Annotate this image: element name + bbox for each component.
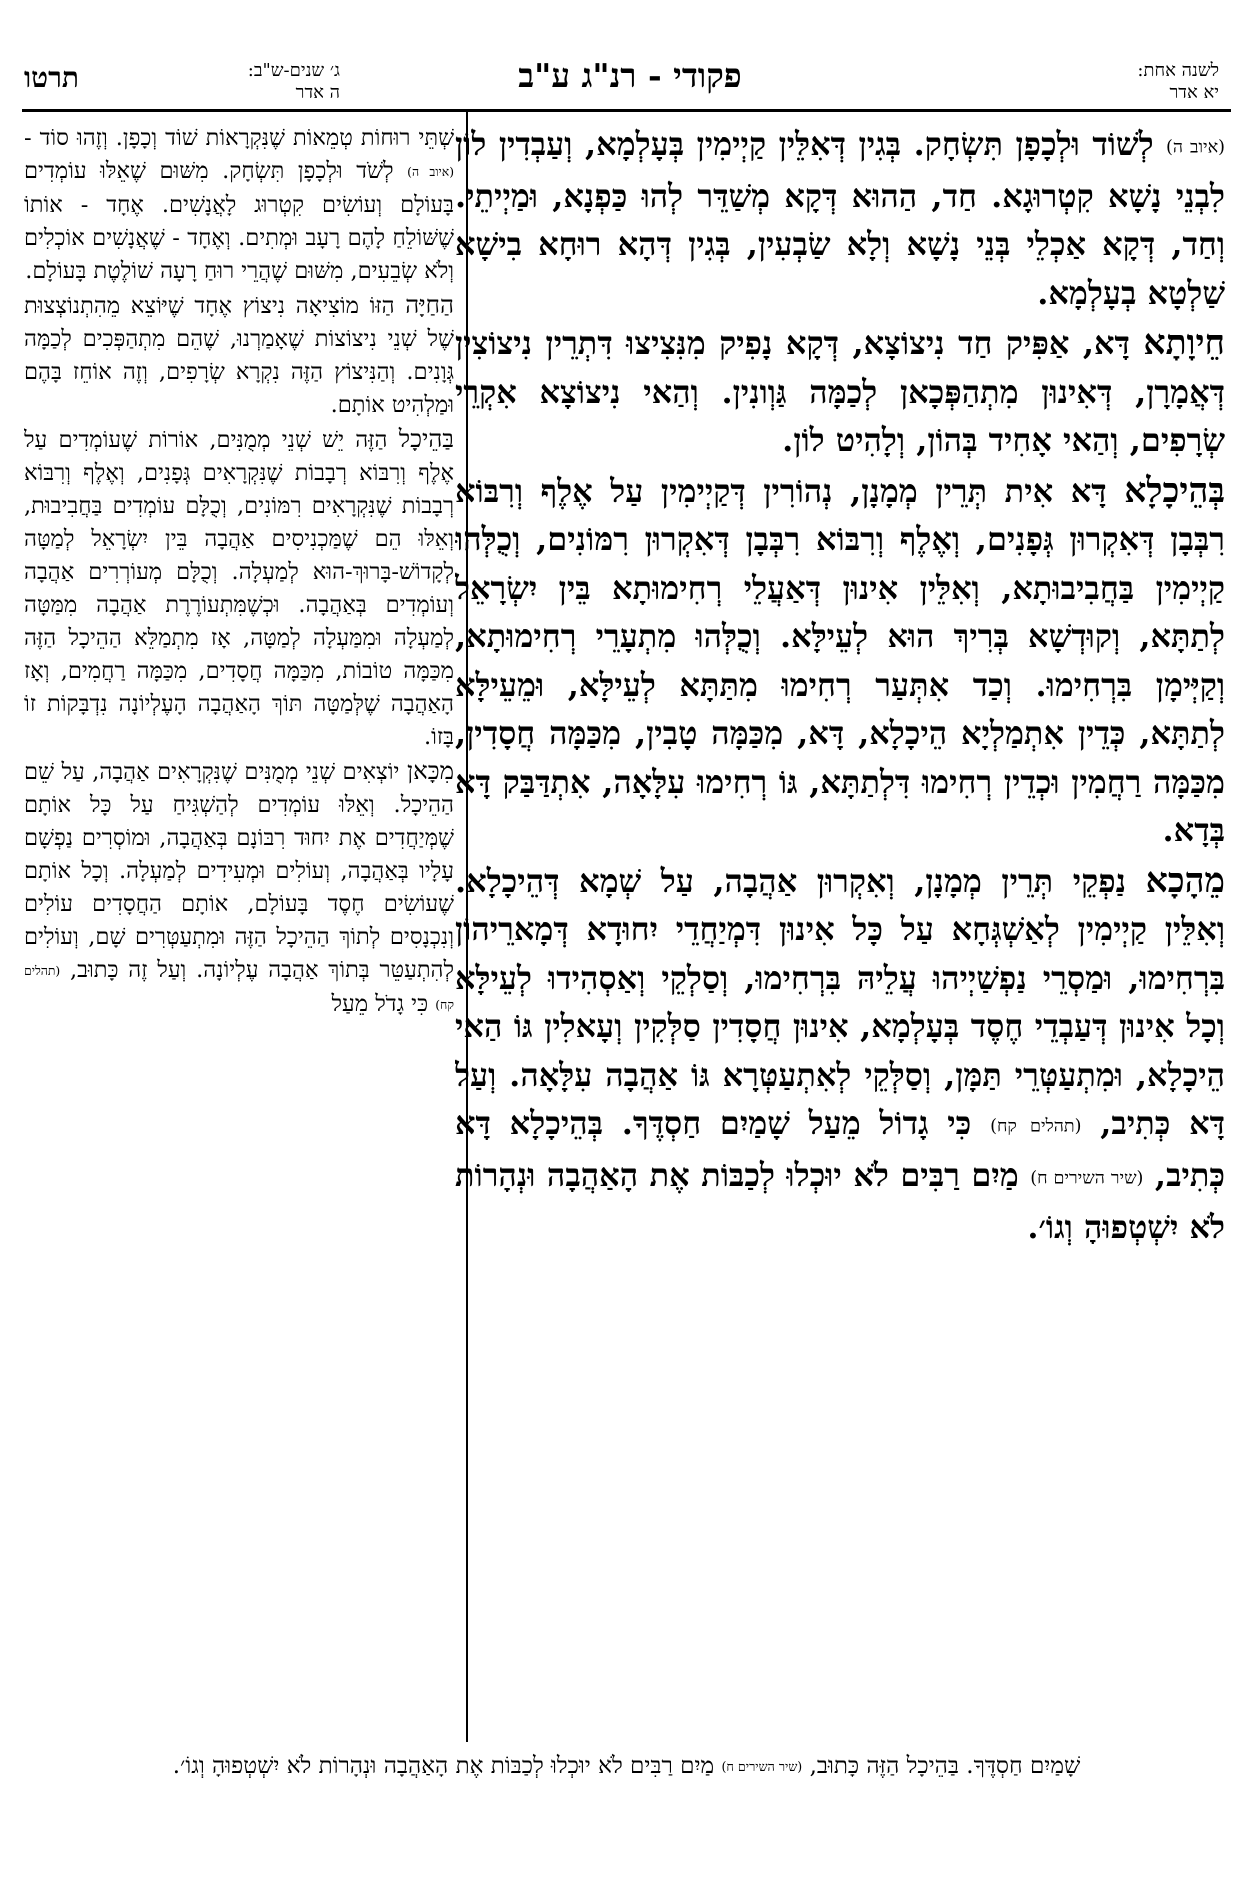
source-reference: (תהלים קח) [24,964,454,1013]
lead-word: הַחַיָּה [405,290,454,320]
translation-paragraph [24,122,454,288]
lead-word: מִכָּאן [406,756,454,786]
paragraph-text: יוֹצְאִים שְׁנֵי מְמֻנִּים שֶׁנִּקְרָאִים אַהֲבָה, עַל שֵׁם הַהֵיכָל. וְאֵלּוּ עוֹמְדִים לְהַשְׁגִּיחַ עַל כָּל אוֹתָם שֶׁמְּיַחֲדִים אֶת יִחוּד רִבּוֹנָם בְּאַהֲבָה, וּמוֹסְרִים נַפְשָׁם עָלָיו בְּאַהֲבָה, וְעוֹלִים וּמְעִידִים לְמַעְלָה. וְכָל אוֹתָם שֶׁעוֹשִׂים חֶסֶד בָּעוֹלָם, אוֹתָם הַחֲסָדִים עוֹלִים וְנִכְנָסִים לְתוֹךְ הַהֵיכָל הַזֶּה וּמִתְעַטְּרִים שָׁם, וְעוֹלִים לְהִתְעַטֵּר בְּתוֹךְ אַהֲבָה עֶלְיוֹנָה. וְעַל זֶה כָּתוּב, [24,759,454,984]
lead-word: בַּהֵיכָל [398,424,454,454]
lead-word: בְּהֵיכָלָא [1124,470,1225,511]
verse-quote: לְשֹׁד וּלְכָפָן תִּשְׂחָק. [222,158,394,184]
paragraph-text: שְׁתֵּי רוּחוֹת טְמֵאוֹת שֶׁנִּקְרָאוֹת שׁוֹד וְכָפָן. וְזֶהוּ סוֹד - [24,125,454,151]
translation-column [24,122,454,1742]
verse-quote: שָׁמַיִם חַסְדֶּךָ. [966,1753,1081,1779]
page-title: פקודי - רנ"ג ע"ב [518,56,742,95]
one-year-cycle-date: יא אדר [1169,82,1219,103]
header-left-date [150,60,340,104]
paragraph-text: הַזֶּה יֵשׁ שְׁנֵי מְמֻנִּים, אוֹרוֹת שֶׁעוֹמְדִים עַל אֶלֶף וְרִבּוֹא רְבָבוֹת שֶׁנִּקְרָאִים גְּפָנִים, וְאֶלֶף וְרִבּוֹא רְבָבוֹת שֶׁנִּקְרָאִים רִמּוֹנִים, וְכֻלָּם עוֹמְדִים בַּחֲבִיבוּת, וְאֵלּוּ הֵם שֶׁמַּכְנִיסִים אַהֲבָה בֵּין יִשְׂרָאֵל לְמַטָּה לְקָדוֹשׁ-בָּרוּךְ-הוּא לְמַעְלָה. וְכֻלָּם מְעוֹרְרִים אַהֲבָה וְעוֹמְדִים בְּאַהֲבָה. וּכְשֶׁמִּתְעוֹרֶרֶת אַהֲבָה מִמַּטָּה לְמַעְלָה וּמִמַּעְלָה לְמַטָּה, אָז מִתְמַלֵּא הַהֵיכָל הַזֶּה מִכַּמָּה טוֹבוֹת, מִכַּמָּה חֲסָדִים, מִכַּמָּה רַחֲמִים, וְאָז הָאַהֲבָה שֶׁלְּמַטָּה תּוֹךְ הָאַהֲבָה הָעֶלְיוֹנָה נִדְבָּקוֹת זוֹ בָּזוֹ. [24,427,454,751]
header-divider [22,109,1231,112]
page-number: תרטו [24,61,79,94]
paragraph-text: דָּא, אַפִּיק חַד נִיצוֹצָא, דְּקָא נָפִיק מִנִּצִיצוּ דִּתְרֵין נִיצוֹצִין דְּאֲמָרָן, דְּאִינוּן מִתְהַפְּכָאן לְכַמָּה גַּוְונִין. וְהַאי נִיצוֹצָא אִקְרֵי שְׂרָפִים, וְהַאי אָחִיד בְּהוֹן, וְלָהִיט לוֹן. [455,324,1225,460]
translation-paragraph [24,288,454,422]
lead-word: חֵיוָתָא [1143,323,1225,364]
bottom-continuation [30,1748,1223,1785]
main-paragraph [455,319,1225,465]
verse-quote: לְשׁוֹד וּלְכָפָן תִּשְׂחָק. [913,125,1154,163]
verse-quote: מַיִם רַבִּים לֹא יוּכְלוּ לְכַבּוֹת אֶת הָאַהֲבָה וּנְהָרוֹת לֹא יִשְׁטְפוּהָ וְגוֹ׳. [455,1156,1225,1247]
one-year-cycle-label: לשנה אחת: [1137,60,1219,81]
verse-quote: כִּי גָדֹל מֵעַל [331,991,429,1018]
header-right-date [1009,60,1219,104]
verse-quote: כִּי גָדוֹל מֵעַל שָׁמַיִם חַסְדֶּךָ. [621,1104,972,1143]
paragraph-text: מִשּׁוּם שֶׁאֵלּוּ עוֹמְדִים בָּעוֹלָם וְעוֹשִׂים קִטְרוּג לָאֲנָשִׁים. אֶחָד - אוֹתוֹ שֶׁשּׁוֹלֵחַ לָהֶם רָעָב וּמְתִים. וְאֶחָד - שֶׁאֲנָשִׁים אוֹכְלִים וְלֹא שְׂבֵעִים, מִשּׁוּם שֶׁהֲרֵי רוּחַ רָעָה שׁוֹלֶטֶת בָּעוֹלָם. [24,158,454,285]
source-reference: (תהלים קח) [990,1116,1082,1137]
main-paragraph [455,120,1225,317]
main-text-column [455,120,1225,1740]
translation-paragraph [24,754,454,1022]
three-year-cycle-date: ה אדר [295,82,340,103]
source-reference: (שיר השירים ח) [721,1759,803,1775]
verse-quote: מַיִם רַבִּים לֹא יוּכְלוּ לְכַבּוֹת אֶת הָאַהֲבָה וּנְהָרוֹת לֹא יִשְׁטְפוּהָ וְגוֹ׳. [172,1753,715,1779]
paragraph-text: נַפְקֵי תְּרֵין מְמָנָן, וְאִקְרוּן אַהֲבָה, עַל שְׁמָא דְּהֵיכָלָא. וְאִלֵּין קַיְימִין לְאַשְׁגְּחָא עַל כָּל אִינוּן דִּמְיַחֲדֵי יִחוּדָא דְּמָארֵיהוֹן בִּרְחִימוּ, וּמַסְרֵי נַפְשַׁיְיהוּ עֲלֵיהּ בִּרְחִימוּ, וְסַלְקֵי וְאַסְהִידוּ לְעֵילָּא וְכָל אִינוּן דְּעַבְדֵי חֶסֶד בְּעָלְמָא, אִינוּן חֲסָדִין סַלְּקִין וְעָאלִין גּוֹ הַאי הֵיכָלָא, וּמִתְעַטְּרֵי תַּמָּן, וְסַלְּקֵי לְאִתְעַטְּרָא גּוֹ אַהֲבָה עִלָּאָה. וְעַל דָּא כְּתִיב, [455,861,1225,1143]
paragraph-text: בַּהֵיכָל הַזֶּה כָּתוּב, [809,1753,967,1779]
paragraph-text: הַזּוֹ מוֹצִיאָה נִיצוֹץ אֶחָד שֶׁיּוֹצֵא מֵהִתְנוֹצְצוּת שֶׁל שְׁנֵי נִיצוֹצוֹת שֶׁאָמַרְנוּ, שֶׁהֵם מִתְהַפְּכִים לְכַמָּה גְּוָנִים. וְהַנִּיצוֹץ הַזֶּה נִקְרָא שְׂרָפִים, וְזֶה אוֹחֵז בָּהֶם וּמַלְהִיט אוֹתָם. [24,293,454,419]
translation-paragraph [24,422,454,754]
paragraph-text: דָּא אִית תְּרֵין מְמָנָן, נְהוֹרִין דְּקַיְימִין עַל אֶלֶף וְרִבּוֹא רִבְּבָן דְּאִקְרוּן גְּפָנִים, וְאֶלֶף וְרִבּוֹא רִבְּבָן דְּאִקְרוּן רִמּוֹנִים, וְכֻלְּהוּ קַיְימִין בַּחֲבִיבוּתָא, וְאִלֵּין אִינוּן דְּאַעֲלֵי רְחִימוּתָא בֵּין יִשְׂרָאֵל לְתַתָּא, וְקוּדְשָׁא בְּרִיךְ הוּא לְעֵילָּא. וְכֻלְּהוּ מִתְעָרֵי רְחִימוּתָא, וְקַיְּימָן בִּרְחִימוּ. וְכַד אִתְּעַר רְחִימוּ מִתַּתָּא לְעֵילָּא, וּמֵעֵילָּא לְתַתָּא, כְּדֵין אִתְמַלְיָא הֵיכָלָא, דָּא, מִכַּמָּה טָבִין, מִכַּמָּה חֲסָדִין, מִכַּמָּה רַחֲמִין וּכְדֵין רְחִימוּ דִּלְתַתָּא, גּוֹ רְחִימוּ עִלָּאָה, אִתְדַּבַּק דָּא בְּדָא. [455,471,1225,850]
paragraph-text: בְּגִין דְּאִלֵּין קַיְימִין בְּעָלְמָא, וְעַבְדִין לוֹן לִבְנֵי נָשָׁא קִטְרוּגָא. חַד, הַהוּא דְּקָא מְשַׁדֵּר לְהוּ כַּפְנָא, וּמַיְיתֵי. וְחַד, דְּקָא אַכְלֵי בְּנֵי נָשָׁא וְלָא שַׂבְעִין, בְּגִין דְּהָא רוּחָא בִישָׁא שַׁלְטָא בְעָלְמָא. [455,125,1225,312]
paragraph-text: בְּהֵיכָלָא דָּא כְּתִיב, [455,1104,1225,1195]
source-reference: (איוב ה) [407,165,454,180]
source-reference: (איוב ה) [1166,137,1225,158]
main-paragraph [455,467,1225,855]
source-reference: (שיר השירים ח) [1030,1168,1144,1189]
main-paragraph [455,857,1225,1252]
lead-word: מֵהָכָא [1145,860,1225,901]
three-year-cycle-label: ג׳ שנים-ש"ב: [247,60,340,81]
